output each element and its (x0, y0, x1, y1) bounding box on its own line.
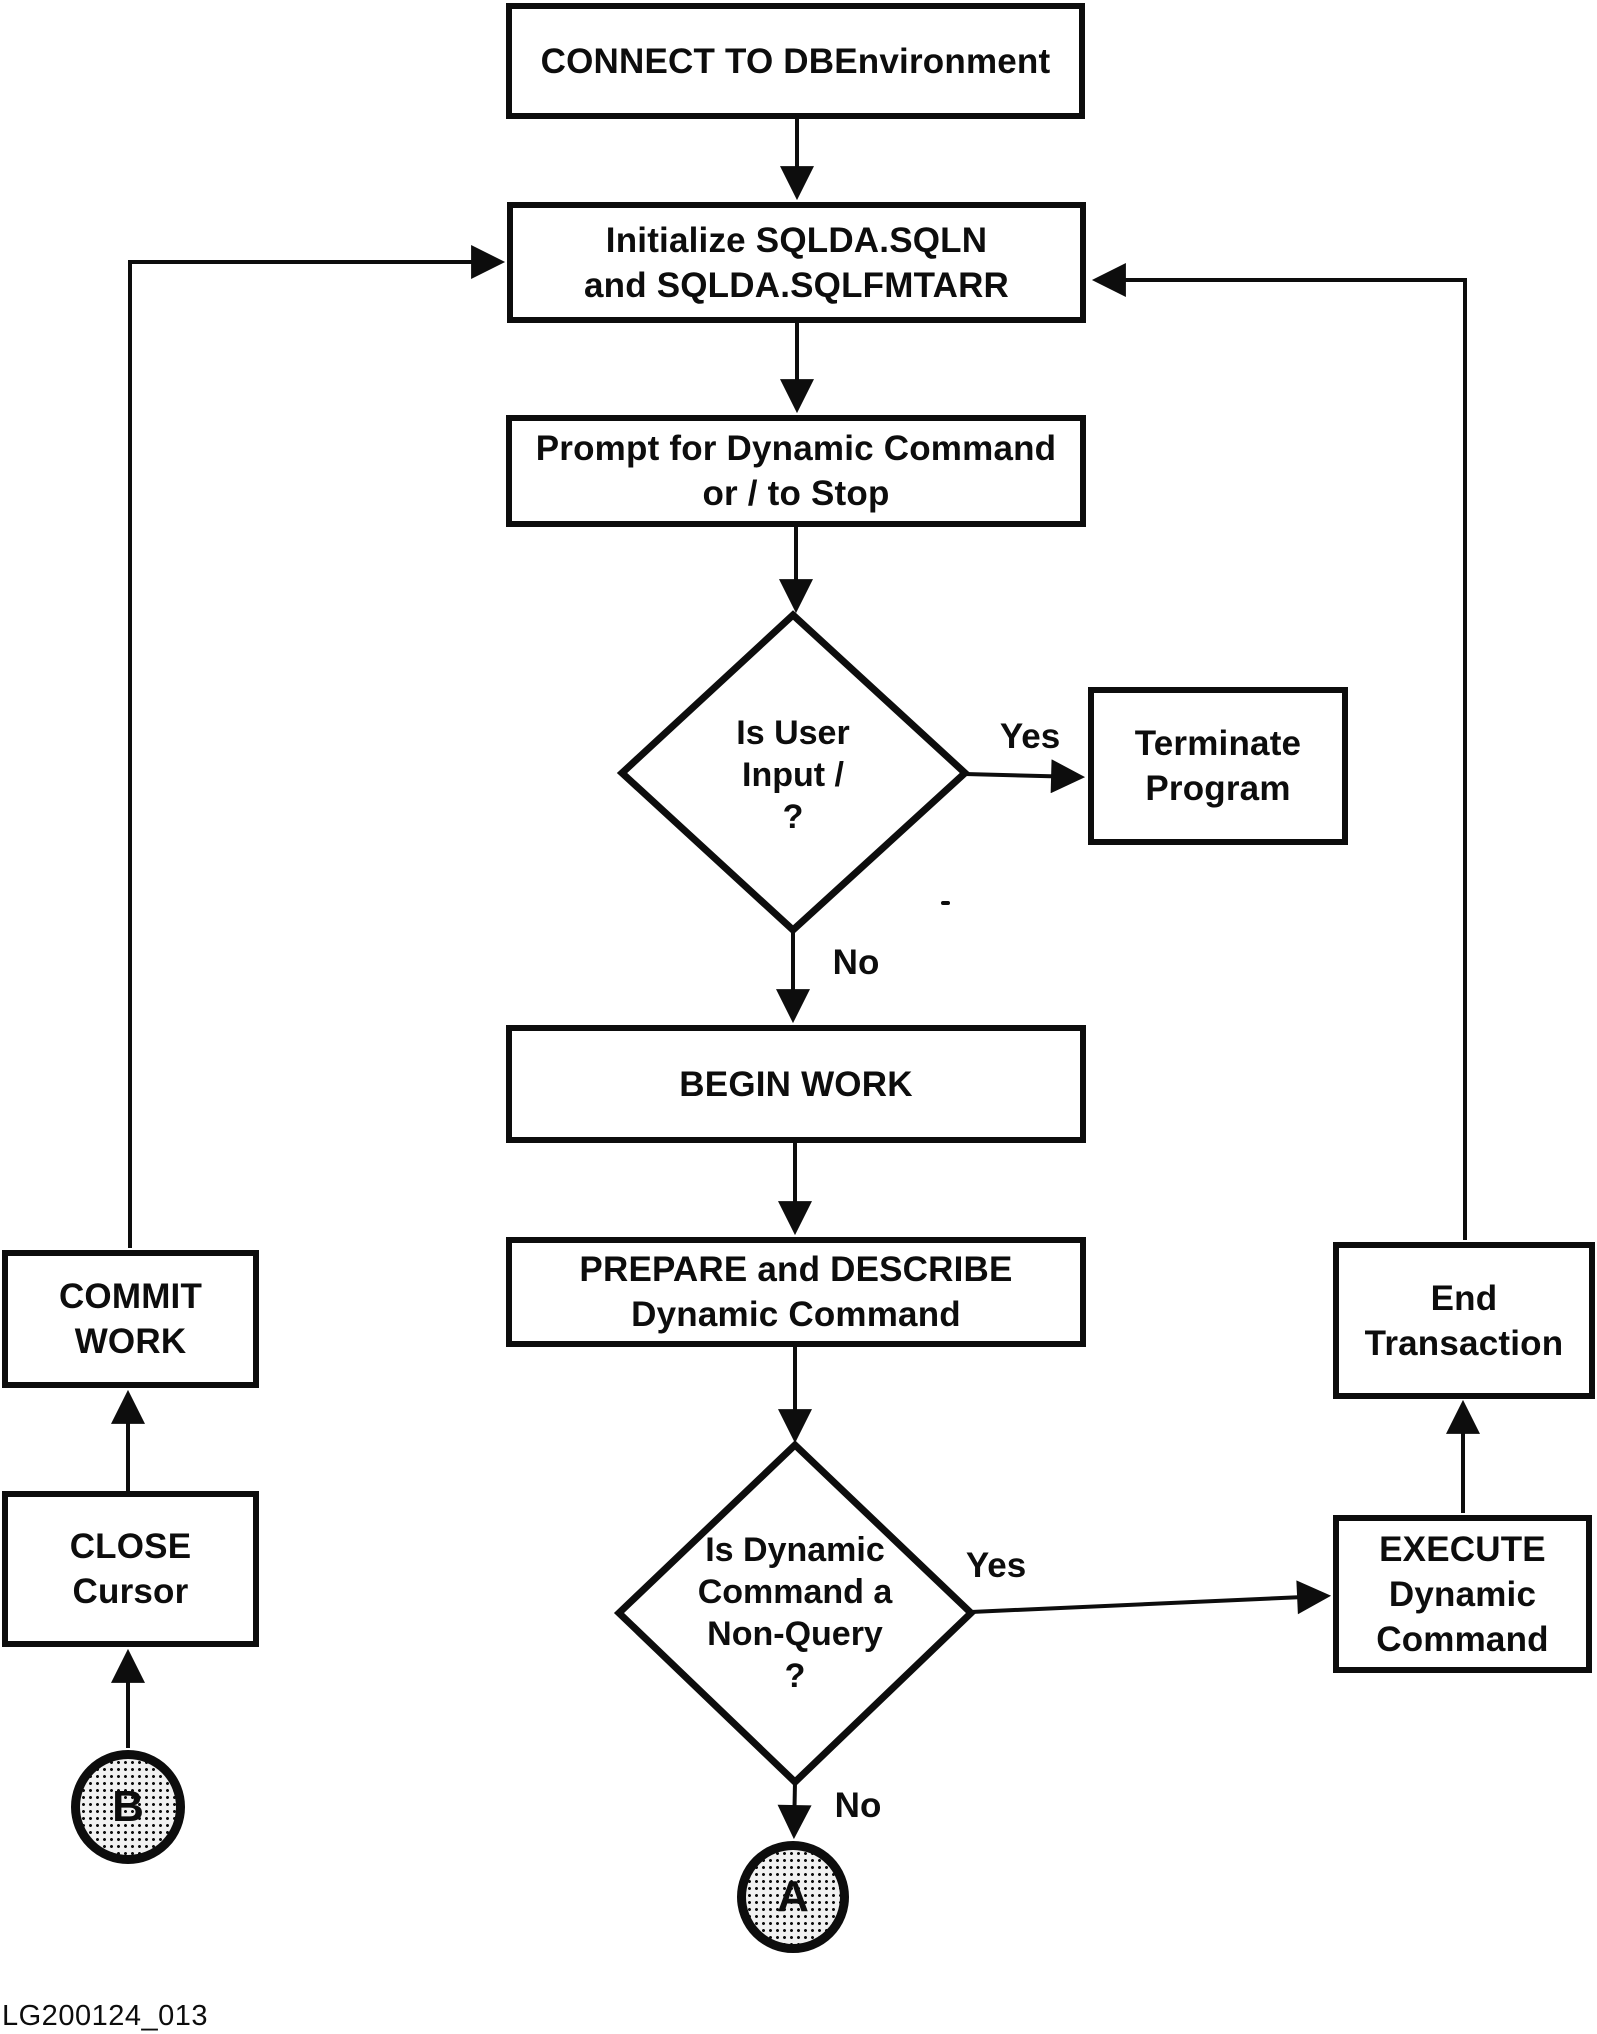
node-label: Non-Query (707, 1615, 883, 1653)
figure-id-label: LG200124_013 (2, 2000, 208, 2032)
node-label: Program (1145, 769, 1291, 808)
node-label: PREPARE and DESCRIBE (579, 1250, 1013, 1289)
diamond-non-query-label (645, 1529, 945, 1697)
node-terminate-program (1088, 687, 1348, 845)
scan-speck (941, 901, 950, 905)
node-label: Terminate (1134, 724, 1302, 763)
edge-label-user-input-no: No (832, 943, 880, 982)
node-label: CONNECT TO DBEnvironment (540, 41, 1051, 81)
node-commit-work (2, 1250, 259, 1388)
diamond-user-input-label (643, 712, 943, 838)
node-label: COMMIT (58, 1277, 203, 1316)
node-label: WORK (74, 1322, 187, 1361)
edge-label-non-query-no: No (834, 1786, 882, 1825)
node-label: BEGIN WORK (679, 1064, 913, 1104)
edge-non-query-no-to-connector-a (794, 1782, 795, 1834)
node-label: Transaction (1364, 1323, 1564, 1363)
node-begin-work (506, 1025, 1086, 1143)
node-label: Input / (742, 756, 844, 794)
node-label: Prompt for Dynamic Command (535, 429, 1057, 468)
node-label: End (1430, 1278, 1498, 1318)
node-end-transaction (1333, 1242, 1595, 1399)
connector-b-circle (71, 1750, 185, 1864)
node-close-cursor (2, 1491, 259, 1647)
edge-commit-work-to-initialize (130, 262, 500, 1248)
node-connect-dbenvironment (506, 3, 1085, 119)
edge-label-non-query-yes: Yes (965, 1546, 1027, 1585)
node-label: Is Dynamic (705, 1531, 885, 1569)
edge-user-input-yes-to-terminate (965, 774, 1080, 777)
node-label: Command a (697, 1573, 893, 1611)
connector-a-label: A (777, 1872, 809, 1921)
node-label: EXECUTE (1379, 1529, 1546, 1569)
connector-a-circle (737, 1841, 849, 1953)
node-label: ? (782, 798, 804, 836)
node-execute-dynamic-command (1333, 1515, 1592, 1673)
node-label: Dynamic (1388, 1574, 1537, 1614)
node-label: ? (784, 1657, 806, 1695)
node-prepare-describe (506, 1237, 1086, 1347)
connector-b-label: B (112, 1782, 144, 1831)
node-label: CLOSE (69, 1527, 192, 1566)
edge-label-user-input-yes: Yes (999, 717, 1061, 756)
node-label: and SQLDA.SQLFMTARR (583, 265, 1010, 305)
node-initialize-sqlda (507, 202, 1086, 323)
node-label: Initialize SQLDA.SQLN (605, 220, 988, 260)
node-prompt-dynamic-command (506, 415, 1086, 527)
node-label: Command (1376, 1619, 1549, 1659)
node-label: Dynamic Command (631, 1295, 961, 1334)
node-label: Cursor (72, 1572, 189, 1611)
edge-non-query-yes-to-execute (971, 1596, 1326, 1612)
node-label: Is User (736, 714, 850, 752)
node-label: or / to Stop (702, 474, 890, 513)
